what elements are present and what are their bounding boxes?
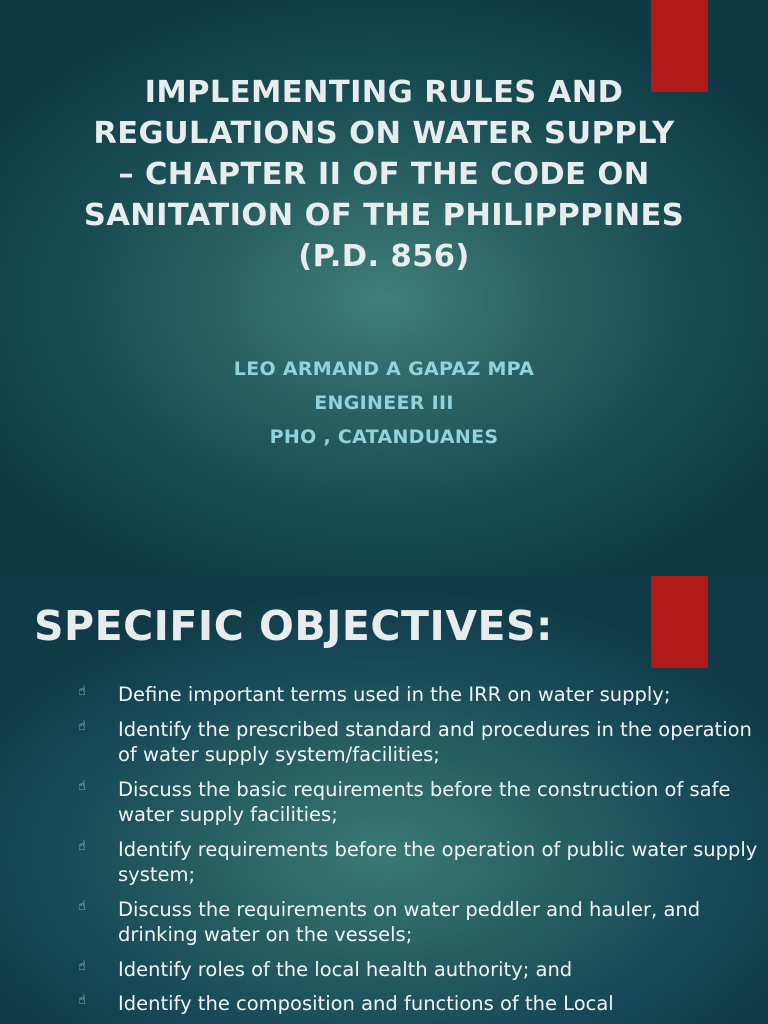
list-item <box>78 957 758 983</box>
objectives-slide <box>0 576 768 1024</box>
red-accent-bar <box>651 576 708 668</box>
list-item <box>78 717 758 768</box>
title-line: SANITATION OF THE PHILIPPPINES <box>83 198 685 233</box>
title-line: – CHAPTER II OF THE CODE ON <box>118 157 650 192</box>
title-line: REGULATIONS ON WATER SUPPLY <box>93 116 675 151</box>
author-position: ENGINEER III <box>314 392 454 414</box>
author-block <box>0 352 768 454</box>
objectives-list <box>78 682 758 1024</box>
hand-pointer-icon: ☝ <box>78 958 86 974</box>
slide-title <box>30 72 738 277</box>
hand-pointer-icon: ☝ <box>78 898 86 914</box>
title-line: (P.D. 856) <box>298 239 470 274</box>
hand-pointer-icon: ☝ <box>78 993 86 1008</box>
author-name: LEO ARMAND A GAPAZ MPA <box>233 358 535 380</box>
list-item <box>78 777 758 828</box>
objective-text: Identify roles of the local health authority; and <box>118 957 573 981</box>
list-item <box>78 991 758 1017</box>
slide-heading: SPECIFIC OBJECTIVES: <box>34 602 553 650</box>
hand-pointer-icon: ☝ <box>78 684 86 699</box>
author-office: PHO , CATANDUANES <box>269 426 499 448</box>
objective-text: Identify the composition and functions of the Local <box>118 992 614 1015</box>
list-item <box>78 897 758 948</box>
objective-text: Define important terms used in the IRR on water supply; <box>118 683 671 706</box>
list-item <box>78 682 758 708</box>
hand-pointer-icon: ☝ <box>78 718 86 734</box>
list-item <box>78 837 758 888</box>
hand-pointer-icon: ☝ <box>78 778 86 794</box>
objective-text: Discuss the basic requirements before the construction of safe water supply facilities; <box>118 777 731 826</box>
objective-text: Discuss the requirements on water peddler and hauler, and drinking water on the vessels; <box>118 897 701 946</box>
title-line: IMPLEMENTING RULES AND <box>144 75 624 110</box>
objective-text: Identify the prescribed standard and procedures in the operation of water supply system/facilities; <box>118 717 752 766</box>
objective-text: Identify requirements before the operation of public water supply system; <box>118 837 758 886</box>
hand-pointer-icon: ☝ <box>78 838 86 854</box>
